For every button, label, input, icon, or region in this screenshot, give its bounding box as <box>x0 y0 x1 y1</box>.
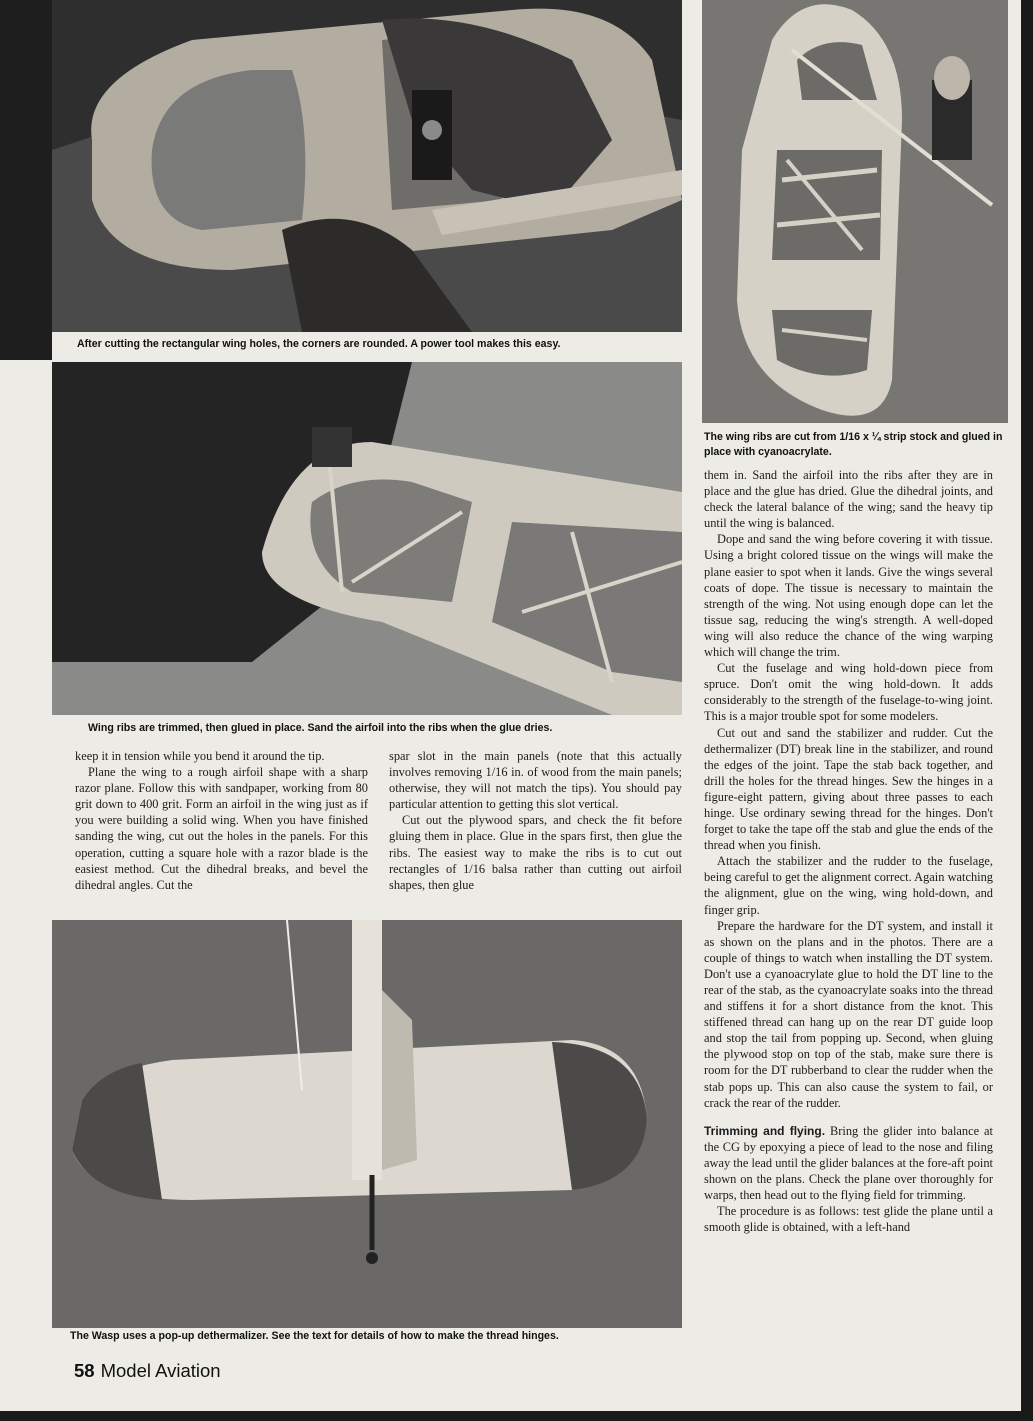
text-column-middle <box>389 748 682 893</box>
caption-photo-1: After cutting the rectangular wing holes, the corners are rounded. A power tool makes this easy. <box>77 338 561 350</box>
paragraph: Prepare the hardware for the DT system, and install it as shown on the plans and in the photos. There are a couple of things to watch when installing the DT system. Don't use a cyanoacrylate glue to hold the DT line to the rear of the stab, as the cyanoacrylate soaks into the thread and stiffens it for a short distance from the knot. This stiffened thread can hang up on the rear DT guide loop and stop the tail from popping up. Second, when gluing the plywood stop on top of the stab, make sure there is room for the DT rubberband to clear the rudder when the stab pops up. This can also cause the system to fail, or crack the rear of the rudder. <box>704 918 993 1110</box>
paragraph: Attach the stabilizer and the rudder to the fuselage, being careful to get the alignment correct. Again watching the alignment, glue on the wing, wing hold-down, and finger grip. <box>704 854 993 917</box>
caption-photo-2: Wing ribs are trimmed, then glued in place. Sand the airfoil into the ribs when the glue dries. <box>88 722 553 734</box>
photo-pop-up-dethermalizer <box>52 920 682 1328</box>
paragraph <box>704 1123 993 1203</box>
paragraph: keep it in tension while you bend it around the tip. <box>75 749 325 763</box>
paragraph: Cut out and sand the stabilizer and rudder. Cut the dethermalizer (DT) break line in the stabilizer, and round the edges of the joint. Tape the stab back together, and drill the holes for the thread hinges. Sew the hinges in a figure-eight pattern, giving about three passes to each hinge. Use ordinary sewing thread for the hinges. Don't forget to take the tape off the stab and glue the ends of the thread when you finish. <box>704 725 993 853</box>
photo-wing-ribs-trimmed <box>52 362 682 715</box>
paragraph: Dope and sand the wing before covering it with tissue. Using a bright colored tissue on the wings will make the plane easier to spot when it lands. Give the wings several coats of dope. The tissue is necessary to maintain the strength of the wing. Not using enough dope can let the tissue sag, reducing the wing's strength. A well-doped wing will also reduce the chance of the wing warping which will change the trim. <box>704 532 993 660</box>
photo-wing-ribs-strip-stock <box>702 0 1008 423</box>
paragraph: Cut the fuselage and wing hold-down piece from spruce. Don't omit the wing hold-down. It adds considerably to the strength of the fuselage-to-wing joint. This is a major trouble spot for some modelers. <box>704 661 993 724</box>
caption-photo-3: The Wasp uses a pop-up dethermalizer. See the text for details of how to make the thread hinges. <box>70 1330 559 1342</box>
section-heading: Trimming and flying. <box>704 1123 826 1138</box>
text-column-left <box>75 748 368 893</box>
scan-edge <box>0 0 52 360</box>
paragraph: them in. Sand the airfoil into the ribs after they are in place and the glue has dried. Glue the dihedral joints, and check the lateral balance of the wing; sand the heavy tip until the wing is balanced. <box>704 468 993 531</box>
paragraph: The procedure is as follows: test glide the plane until a smooth glide is obtained, with a left-hand <box>704 1204 993 1235</box>
page-number: 58 <box>74 1360 95 1381</box>
photo-wing-holes <box>52 0 682 332</box>
magazine-name: Model Aviation <box>100 1360 221 1381</box>
paragraph: Plane the wing to a rough airfoil shape with a sharp razor plane. Follow this with sandpaper, working from 80 grit down to 400 grit. Form an airfoil in the wing just as if you were building a solid wing. When you have finished sanding the wing, cut out the holes in the panels. For this operation, cutting a square hole with a razor blade is the easiest method. Cut the dihedral breaks, and bevel the dihedral angles. Cut the <box>75 765 368 892</box>
paragraph: spar slot in the main panels (note that this actually involves removing 1/16 in. of wood from the main panels; otherwise, they will not match the tips). You should pay particular attention to getting this slot vertical. <box>389 749 682 812</box>
text-column-right <box>704 467 993 1235</box>
paragraph-text: Bring the glider into balance at the CG by epoxying a piece of lead to the nose and filing away the lead until the glider balances at the fore-aft point shown on the plans. Check the plane over thoroughly for warps, then head out to the flying field for trimming. <box>704 1123 993 1203</box>
paragraph: Cut out the plywood spars, and check the fit before gluing them in place. Glue in the spars first, then glue the ribs. The easiest way to make the ribs is to cut out rectangles of 1/16 balsa rather than cutting out airfoil shapes, then glue <box>389 813 682 892</box>
page-folio <box>74 1360 221 1382</box>
caption-photo-4: The wing ribs are cut from 1/16 x ¼ strip stock and glued in place with cyanoacrylate. <box>704 431 1003 458</box>
